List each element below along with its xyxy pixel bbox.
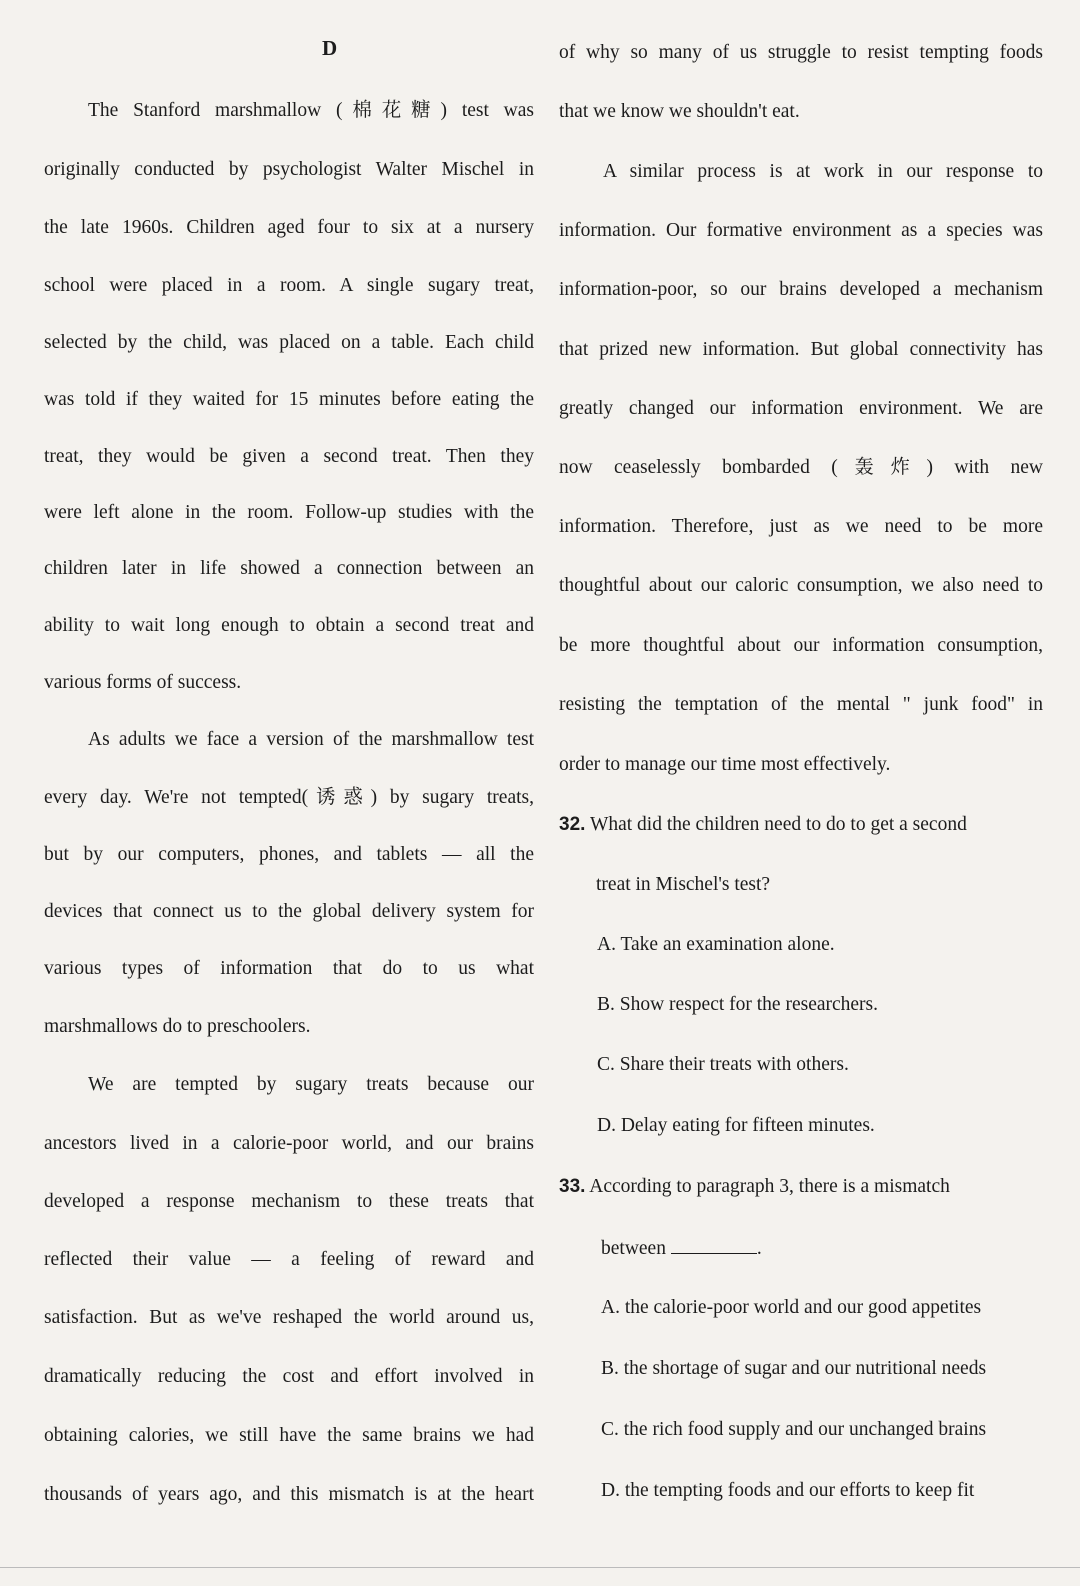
passage-line: information. Therefore, just as we need to be more xyxy=(559,516,1043,537)
question-33-stem-line: According to paragraph 3, there is a mismatch xyxy=(589,1176,950,1197)
passage-line: ancestors lived in a calorie-poor world, and our brains xyxy=(44,1133,534,1154)
passage-line: that we know we shouldn't eat. xyxy=(559,101,800,122)
passage-line: every day. We're not tempted(诱惑) by sugary treats, xyxy=(44,787,534,808)
question-33-stem-line-2 xyxy=(601,1235,762,1262)
passage-line: A similar process is at work in our response to xyxy=(603,161,1043,182)
passage-line: thoughtful about our caloric consumption, we also need to xyxy=(559,575,1043,596)
passage-line: various forms of success. xyxy=(44,672,242,693)
page-bottom-edge xyxy=(0,1567,1080,1568)
question-32-stem-line: treat in Mischel's test? xyxy=(596,874,771,895)
passage-line: order to manage our time most effectively. xyxy=(559,754,891,775)
passage-line: greatly changed our information environment. We are xyxy=(559,398,1043,419)
passage-line: The Stanford marshmallow (棉花糖) test was xyxy=(88,100,534,121)
passage-line: of why so many of us struggle to resist tempting foods xyxy=(559,42,1043,63)
question-33-stem-end: . xyxy=(756,1238,762,1259)
question-33-option-c[interactable]: C. the rich food supply and our unchanged brains xyxy=(601,1419,987,1440)
passage-line: various types of information that do to us what xyxy=(44,958,534,979)
question-33-option-b[interactable]: B. the shortage of sugar and our nutritional needs xyxy=(601,1358,987,1379)
passage-line: ability to wait long enough to obtain a second treat and xyxy=(44,615,534,636)
passage-line: resisting the temptation of the mental " junk food" in xyxy=(559,694,1043,715)
passage-line: As adults we face a version of the marshmallow test xyxy=(88,729,534,750)
question-33-number: 33. xyxy=(559,1176,586,1197)
passage-line: developed a response mechanism to these treats that xyxy=(44,1191,534,1212)
question-33-option-a[interactable]: A. the calorie-poor world and our good appetites xyxy=(601,1297,982,1318)
question-32-stem xyxy=(559,812,967,838)
passage-line: originally conducted by psychologist Walter Mischel in xyxy=(44,159,534,180)
question-32-option-a[interactable]: A. Take an examination alone. xyxy=(597,934,835,955)
question-33-stem xyxy=(559,1174,950,1200)
passage-line: treat, they would be given a second treat. Then they xyxy=(44,446,534,467)
passage-line: children later in life showed a connection between an xyxy=(44,558,534,579)
question-33-option-d[interactable]: D. the tempting foods and our efforts to keep fit xyxy=(601,1480,975,1501)
question-33-stem-line: between xyxy=(601,1238,666,1259)
passage-line: dramatically reducing the cost and effort involved in xyxy=(44,1366,534,1387)
passage-line: the late 1960s. Children aged four to six at a nursery xyxy=(44,217,534,238)
question-32-option-d[interactable]: D. Delay eating for fifteen minutes. xyxy=(597,1115,875,1136)
passage-line: thousands of years ago, and this mismatch is at the heart xyxy=(44,1484,534,1505)
passage-line: devices that connect us to the global delivery system for xyxy=(44,901,534,922)
question-32-number: 32. xyxy=(559,814,586,835)
passage-line: now ceaselessly bombarded (轰炸) with new xyxy=(559,457,1043,478)
question-32-option-c[interactable]: C. Share their treats with others. xyxy=(597,1054,849,1075)
passage-line: information. Our formative environment as a species was xyxy=(559,220,1043,241)
passage-line: be more thoughtful about our information consumption, xyxy=(559,635,1043,656)
passage-line: that prized new information. But global connectivity has xyxy=(559,339,1043,360)
passage-line: selected by the child, was placed on a table. Each child xyxy=(44,332,534,353)
question-32-option-b[interactable]: B. Show respect for the researchers. xyxy=(597,994,879,1015)
passage-line: information-poor, so our brains developed a mechanism xyxy=(559,279,1043,300)
passage-line: were left alone in the room. Follow-up studies with the xyxy=(44,502,534,523)
passage-line: We are tempted by sugary treats because our xyxy=(88,1074,534,1095)
passage-line: but by our computers, phones, and tablets — all the xyxy=(44,844,534,865)
passage-line: obtaining calories, we still have the same brains we had xyxy=(44,1425,534,1446)
passage-line: satisfaction. But as we've reshaped the world around us, xyxy=(44,1307,534,1328)
passage-line: reflected their value — a feeling of reward and xyxy=(44,1249,534,1270)
passage-line: marshmallows do to preschoolers. xyxy=(44,1016,311,1037)
section-letter: D xyxy=(322,36,338,60)
passage-line: was told if they waited for 15 minutes before eating the xyxy=(44,389,534,410)
question-32-stem-line: What did the children need to do to get a second xyxy=(589,814,967,835)
answer-blank xyxy=(671,1235,757,1254)
passage-line: school were placed in a room. A single sugary treat, xyxy=(44,275,534,296)
